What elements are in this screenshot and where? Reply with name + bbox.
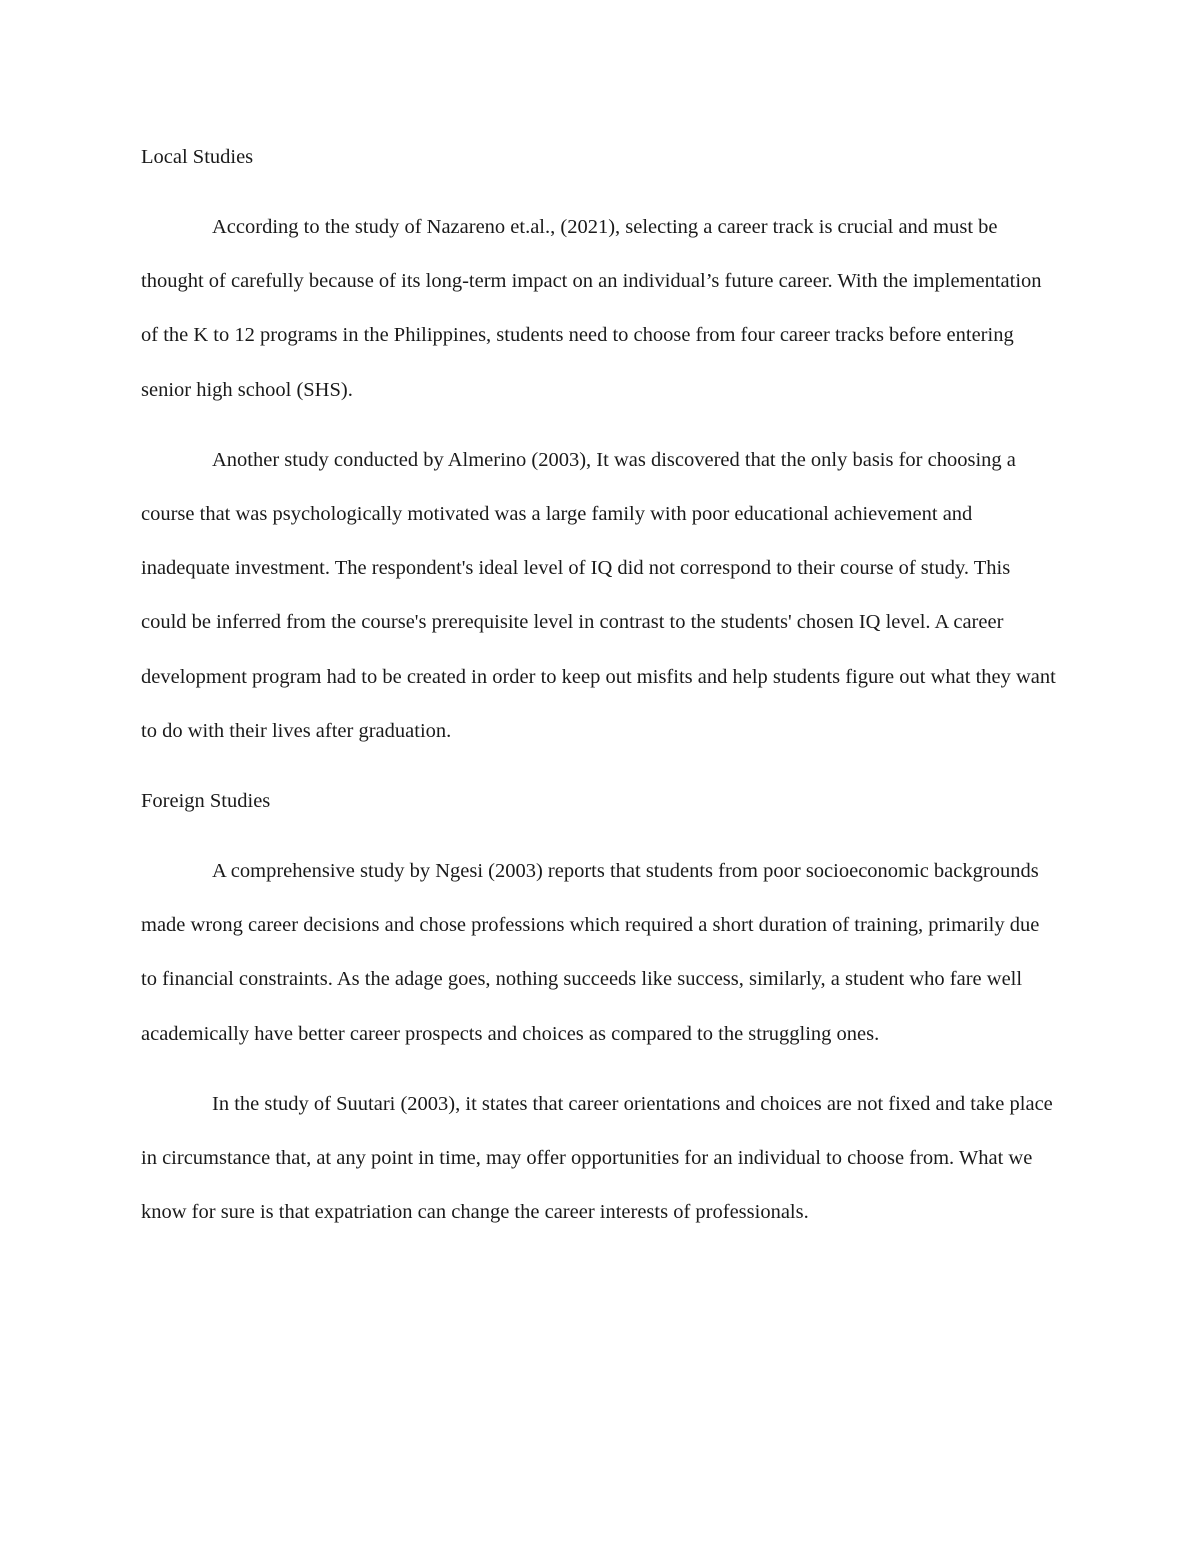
section-heading-foreign-studies: Foreign Studies (141, 790, 271, 813)
document-body (141, 130, 1059, 1255)
section-heading-local-studies: Local Studies (141, 146, 254, 168)
paragraph-ngesi: A comprehensive study by Ngesi (2003) reports that students from poor socioeconomic backgrounds made wrong career decisions and chose professions which required a short duration of training, primarily due to financial constraints. As the adage goes, nothing succeeds like success, similarly, a student who fare well academically have better career prospects and choices as compared to the struggling ones. (141, 860, 1040, 1045)
paragraph-suutari: In the study of Suutari (2003), it states that career orientations and choices are not fixed and take place in circumstance that, at any point in time, may offer opportunities for an individual to choose from. What we know for sure is that expatriation can change the career interests of professionals. (141, 1092, 1053, 1224)
paragraph-almerino: Another study conducted by Almerino (2003), It was discovered that the only basis for choosing a course that was psychologically motivated was a large family with poor educational achievement and inadequate investment. The respondent's ideal level of IQ did not correspond to their course of study. This could be inferred from the course's prerequisite level in contrast to the students' chosen IQ level. A career development program had to be created in order to keep out misfits and help students figure out what they want to do with their lives after graduation. (141, 448, 1056, 742)
paragraph-nazareno: According to the study of Nazareno et.al., (2021), selecting a career track is crucial and must be thought of carefully because of its long-term impact on an individual’s future career. With the implementation of the K to 12 programs in the Philippines, students need to choose from four career tracks before entering senior high school (SHS). (141, 216, 1042, 401)
